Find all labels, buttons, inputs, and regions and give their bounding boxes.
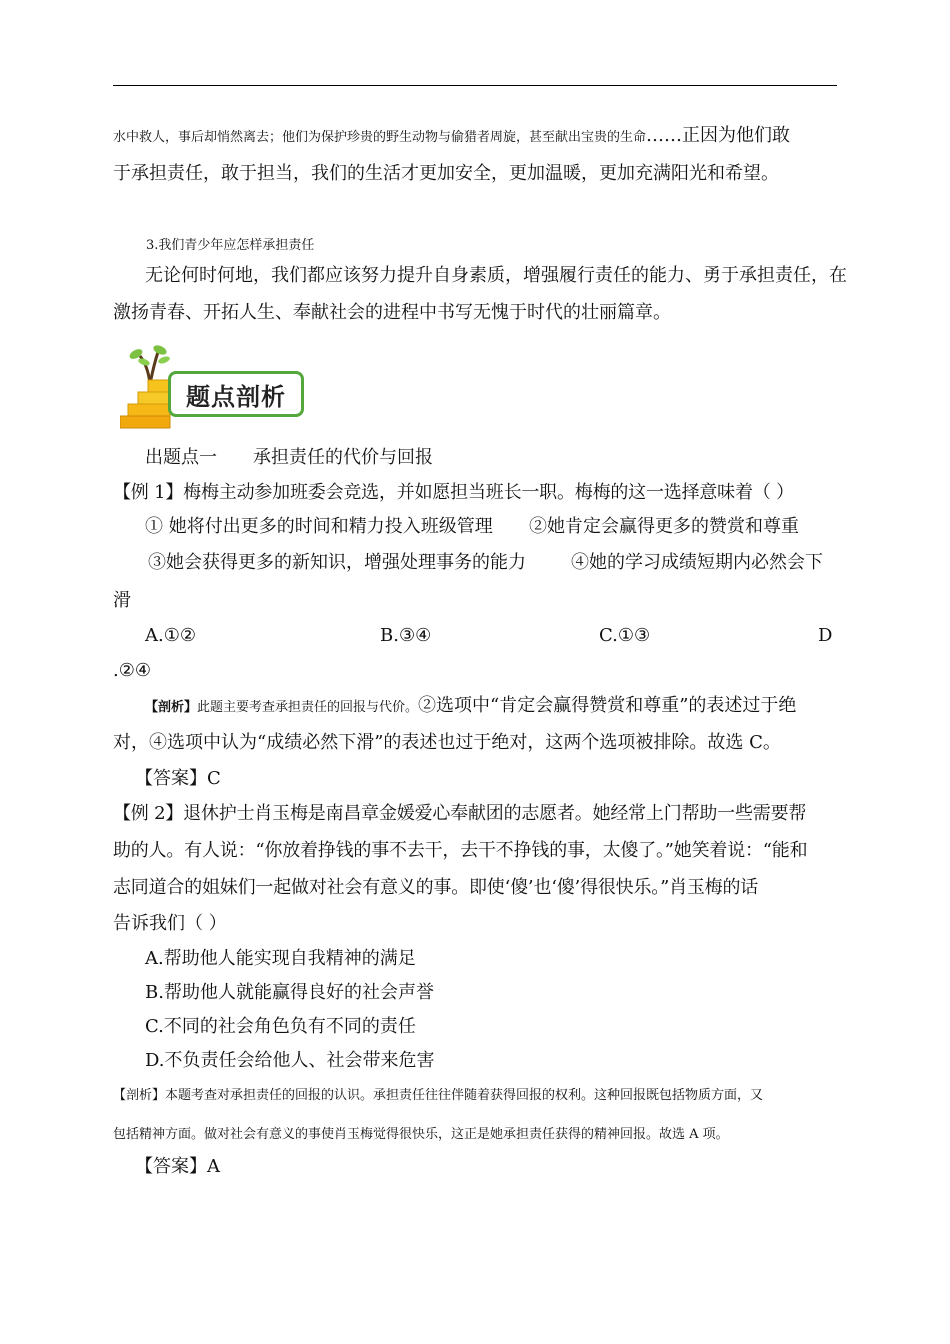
example-1-option-4: ④她的学习成绩短期内必然会下 [571, 552, 823, 573]
example-1-option-3: ③她会获得更多的新知识，增强处理事务的能力 [148, 552, 526, 573]
example-2-option-b: B.帮助他人就能赢得良好的社会声誉 [145, 982, 434, 1003]
topic-analysis-badge-label: 题点剖析 [168, 371, 304, 417]
example-1-analysis-line-1 [145, 694, 796, 720]
example-1-option-1: ① 她将付出更多的时间和精力投入班级管理 [145, 516, 493, 537]
example-1-option-4-cont: 滑 [113, 590, 131, 611]
example-2-question-line-2: 助的人。有人说：“你放着挣钱的事不去干，去干不挣钱的事，太傻了。”她笑着说：“能和 [113, 840, 808, 861]
example-1-analysis-line-2: 对，④选项中认为“成绩必然下滑”的表述也过于绝对，这两个选项被排除。故选 C。 [113, 732, 781, 753]
example-1-analysis-text: ②选项中“肯定会赢得赞赏和尊重”的表述过于绝 [418, 695, 797, 716]
intro-line-1-small: 水中救人，事后却悄然离去；他们为保护珍贵的野生动物与偷猎者周旋，甚至献出宝贵的生命 [113, 130, 647, 145]
example-2-analysis-line-2: 包括精神方面。做对社会有意义的事使肖玉梅觉得很快乐，这正是她承担责任获得的精神回报。故选 A 项。 [113, 1127, 729, 1142]
example-2-option-a: A.帮助他人能实现自我精神的满足 [145, 948, 416, 969]
example-1-question: 【例 1】梅梅主动参加班委会竞选，并如愿担当班长一职。梅梅的这一选择意味着（ ） [113, 482, 794, 503]
example-2-option-c: C.不同的社会角色负有不同的责任 [145, 1016, 416, 1037]
example-1-analysis-intro: 此题主要考查承担责任的回报与代价。 [197, 700, 419, 715]
section-3-heading: 3.我们青少年应怎样承担责任 [146, 238, 315, 253]
example-2-question-line-3: 志同道合的姐妹们一起做对社会有意义的事。即使‘傻’也‘傻’得很快乐。”肖玉梅的话 [113, 877, 759, 898]
example-1-choice-d: D [818, 625, 833, 646]
example-1-option-2: ②她肯定会赢得更多的赞赏和尊重 [529, 516, 799, 537]
example-1-choice-c: C.①③ [599, 625, 651, 646]
header-rule [113, 85, 837, 86]
section-3-para-line-1: 无论何时何地，我们都应该努力提升自身素质，增强履行责任的能力、勇于承担责任，在 [145, 265, 847, 286]
section-3-para-line-2: 激扬青春、开拓人生、奉献社会的进程中书写无愧于时代的壮丽篇章。 [113, 302, 671, 323]
topic-label: 出题点一 [145, 447, 217, 468]
example-2-answer: 【答案】A [135, 1156, 220, 1177]
example-2-question-line-1: 【例 2】退休护士肖玉梅是南昌章金媛爱心奉献团的志愿者。她经常上门帮助一些需要帮 [113, 803, 807, 824]
example-2-question-line-4: 告诉我们（ ） [113, 913, 227, 934]
intro-line-1 [113, 124, 790, 150]
topic-title: 承担责任的代价与回报 [253, 447, 433, 468]
example-1-choice-b: B.③④ [380, 625, 432, 646]
intro-line-2: 于承担责任，敢于担当，我们的生活才更加安全，更加温暖，更加充满阳光和希望。 [113, 163, 779, 184]
example-1-analysis-tag: 【剖析】 [145, 700, 198, 715]
example-1-choice-d-cont: .②④ [113, 660, 151, 681]
intro-line-1-big: ……正因为他们敢 [646, 125, 791, 146]
example-1-choice-a: A.①② [145, 625, 196, 646]
example-2-analysis-line-1: 【剖析】本题考查对承担责任的回报的认识。承担责任往往伴随着获得回报的权利。这种回报既包括物质方面，又 [113, 1088, 764, 1103]
example-2-option-d: D.不负责任会给他人、社会带来危害 [145, 1050, 435, 1071]
example-1-answer: 【答案】C [135, 768, 221, 789]
